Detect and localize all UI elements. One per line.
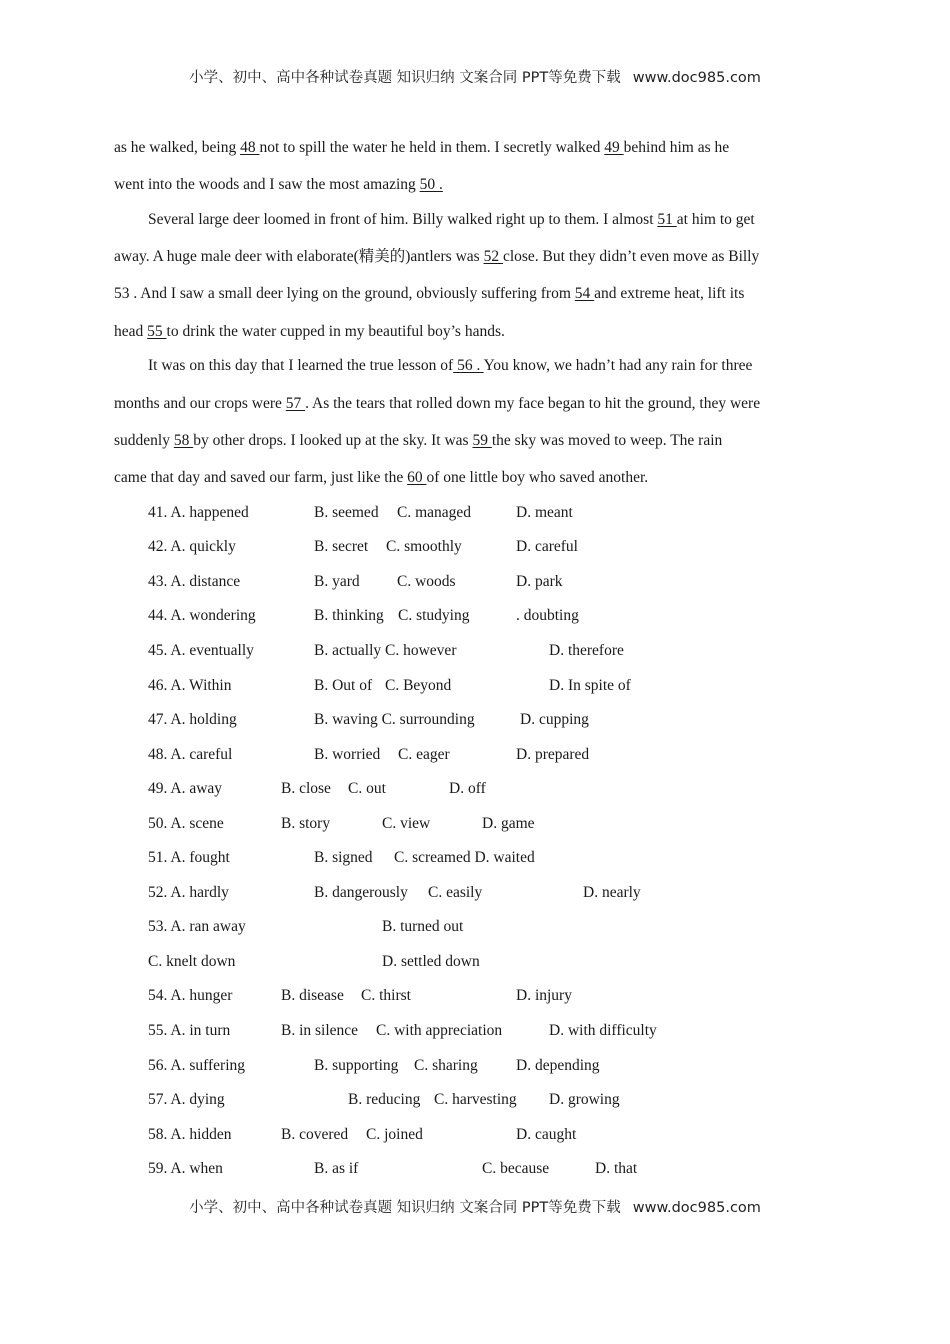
footer-url[interactable]: www.doc985.com	[632, 1200, 761, 1216]
option-b: B. story	[281, 815, 331, 832]
blank-52: 52	[483, 248, 503, 265]
question-46-stem: 46. A. Within	[148, 677, 232, 694]
option-d: D. caught	[516, 1126, 577, 1143]
option-d: D. cupping	[520, 711, 589, 728]
passage-text: at him to get	[676, 211, 755, 228]
question-53-stem: 53. A. ran away	[148, 918, 246, 935]
question-44-stem: 44. A. wondering	[148, 607, 256, 624]
option-c: C. managed	[397, 504, 472, 521]
question-51-stem: 51. A. fought	[148, 849, 230, 866]
passage-text: . And I saw a small deer lying on the ground, obviously suffering from	[133, 285, 575, 302]
option-c: C. studying	[398, 607, 470, 624]
blank-49: 49	[604, 139, 624, 156]
passage-text: came that day and saved our farm, just like the	[114, 469, 408, 486]
passage-line-5	[114, 284, 744, 304]
option-d: D. depending	[516, 1057, 600, 1074]
blank-57: 57	[285, 395, 306, 412]
blank-59: 59	[472, 432, 492, 449]
option-c: C. smoothly	[386, 538, 462, 555]
question-48-stem: 48. A. careful	[148, 746, 233, 763]
passage-text: by other drops. I looked up at the sky. It was	[193, 432, 473, 449]
footer-text: 小学、初中、高中各种试卷真题 知识归纳 文案合同 PPT等免费下载	[189, 1200, 621, 1216]
option-b: B. Out of	[314, 677, 373, 694]
question-47-stem: 47. A. holding	[148, 711, 237, 728]
question-41-stem: 41. A. happened	[148, 504, 249, 521]
question-54-stem: 54. A. hunger	[148, 987, 233, 1004]
option-d: D. In spite of	[549, 677, 631, 694]
passage-text: away. A huge male deer with elaborate(精美的)antlers was	[114, 248, 484, 265]
option-d: D. growing	[549, 1091, 620, 1108]
blank-55: 55	[147, 323, 167, 340]
header-url[interactable]: www.doc985.com	[632, 70, 761, 86]
option-b: B. turned out	[382, 918, 464, 935]
question-59-stem: 59. A. when	[148, 1160, 223, 1177]
passage-text: and extreme heat, lift its	[594, 285, 745, 302]
passage-text: suddenly	[114, 432, 174, 449]
option-b: B. seemed	[314, 504, 379, 521]
option-b: B. disease	[281, 987, 344, 1004]
passage-text: behind him as he	[623, 139, 730, 156]
option-d: D. careful	[516, 538, 578, 555]
question-57-stem: 57. A. dying	[148, 1091, 225, 1108]
passage-line-3	[148, 210, 755, 230]
option-c: C. knelt down	[148, 953, 236, 970]
passage-text: went into the woods and I saw the most amazing	[114, 176, 420, 193]
option-b: B. close	[281, 780, 331, 797]
option-b: B. supporting	[314, 1057, 399, 1074]
option-c: C. woods	[397, 573, 456, 590]
option-b: B. secret	[314, 538, 369, 555]
option-d: D. prepared	[516, 746, 590, 763]
option-d: D. that	[595, 1160, 638, 1177]
option-d: D. settled down	[382, 953, 480, 970]
passage-line-9	[114, 431, 722, 451]
passage-text: . As the tears that rolled down my face began to hit the ground, they were	[305, 395, 761, 412]
option-c: C. easily	[428, 884, 483, 901]
blank-50: 50 .	[419, 176, 443, 193]
passage-line-6	[114, 322, 505, 342]
question-49-stem: 49. A. away	[148, 780, 223, 797]
option-c: C. out	[348, 780, 386, 797]
option-c: C. sharing	[414, 1057, 478, 1074]
question-58-stem: 58. A. hidden	[148, 1126, 232, 1143]
passage-text: not to spill the water he held in them. I secretly walked	[259, 139, 605, 156]
passage-line-4	[114, 247, 759, 267]
blank-54: 54	[574, 285, 595, 302]
passage-line-7	[148, 356, 752, 376]
passage-text: the sky was moved to weep. The rain	[491, 432, 723, 449]
option-b: B. worried	[314, 746, 381, 763]
option-b: B. thinking	[314, 607, 384, 624]
option-b: B. signed	[314, 849, 373, 866]
question-50-stem: 50. A. scene	[148, 815, 224, 832]
passage-text: as he walked, being	[114, 139, 241, 156]
blank-48: 48	[240, 139, 260, 156]
option-b-c: B. waving C. surrounding	[314, 711, 475, 728]
option-d: D. off	[449, 780, 486, 797]
blank-56: 56 .	[453, 357, 484, 374]
passage-text: You know, we hadn’t had any rain for three	[483, 357, 753, 374]
question-55-stem: 55. A. in turn	[148, 1022, 231, 1039]
option-d: D. meant	[516, 504, 573, 521]
passage-line-2	[114, 175, 443, 195]
header-text: 小学、初中、高中各种试卷真题 知识归纳 文案合同 PPT等免费下载	[189, 70, 621, 86]
option-c: C. Beyond	[385, 677, 452, 694]
question-43-stem: 43. A. distance	[148, 573, 241, 590]
option-d: D. therefore	[549, 642, 624, 659]
option-d: D. game	[482, 815, 535, 832]
passage-text: head	[114, 323, 148, 340]
option-c: C. with appreciation	[376, 1022, 503, 1039]
option-c-d: C. screamed D. waited	[394, 849, 535, 866]
blank-51: 51	[657, 211, 677, 228]
blank-60: 60	[407, 469, 427, 486]
option-d: D. nearly	[583, 884, 641, 901]
passage-text: months and our crops were	[114, 395, 286, 412]
option-d: . doubting	[516, 607, 579, 624]
blank-53: 53	[114, 285, 134, 302]
option-c: C. because	[482, 1160, 550, 1177]
option-c: C. harvesting	[434, 1091, 517, 1108]
option-c: C. eager	[398, 746, 450, 763]
option-b: B. in silence	[281, 1022, 359, 1039]
option-b-c: B. actually C. however	[314, 642, 457, 659]
option-c: C. view	[382, 815, 431, 832]
passage-line-1	[114, 138, 729, 158]
passage-text: close. But they didn’t even move as Billy	[502, 248, 760, 265]
option-c: C. joined	[366, 1126, 423, 1143]
passage-text: It was on this day that I learned the true lesson of	[148, 357, 454, 374]
option-c: C. thirst	[361, 987, 411, 1004]
passage-text: of one little boy who saved another.	[426, 469, 649, 486]
option-b: B. as if	[314, 1160, 359, 1177]
option-d: D. park	[516, 573, 563, 590]
passage-line-10	[114, 468, 648, 488]
page-footer	[0, 1196, 950, 1217]
page-header	[0, 66, 950, 87]
option-d: D. injury	[516, 987, 572, 1004]
blank-58: 58	[173, 432, 194, 449]
question-42-stem: 42. A. quickly	[148, 538, 236, 555]
option-b: B. covered	[281, 1126, 349, 1143]
question-56-stem: 56. A. suffering	[148, 1057, 246, 1074]
passage-text: Several large deer loomed in front of him. Billy walked right up to them. I almost	[148, 211, 658, 228]
option-b: B. yard	[314, 573, 360, 590]
question-52-stem: 52. A. hardly	[148, 884, 229, 901]
option-b: B. dangerously	[314, 884, 408, 901]
option-d: D. with difficulty	[549, 1022, 657, 1039]
question-45-stem: 45. A. eventually	[148, 642, 254, 659]
option-b: B. reducing	[348, 1091, 421, 1108]
passage-text: to drink the water cupped in my beautiful boy’s hands.	[166, 323, 505, 340]
passage-line-8	[114, 394, 760, 414]
